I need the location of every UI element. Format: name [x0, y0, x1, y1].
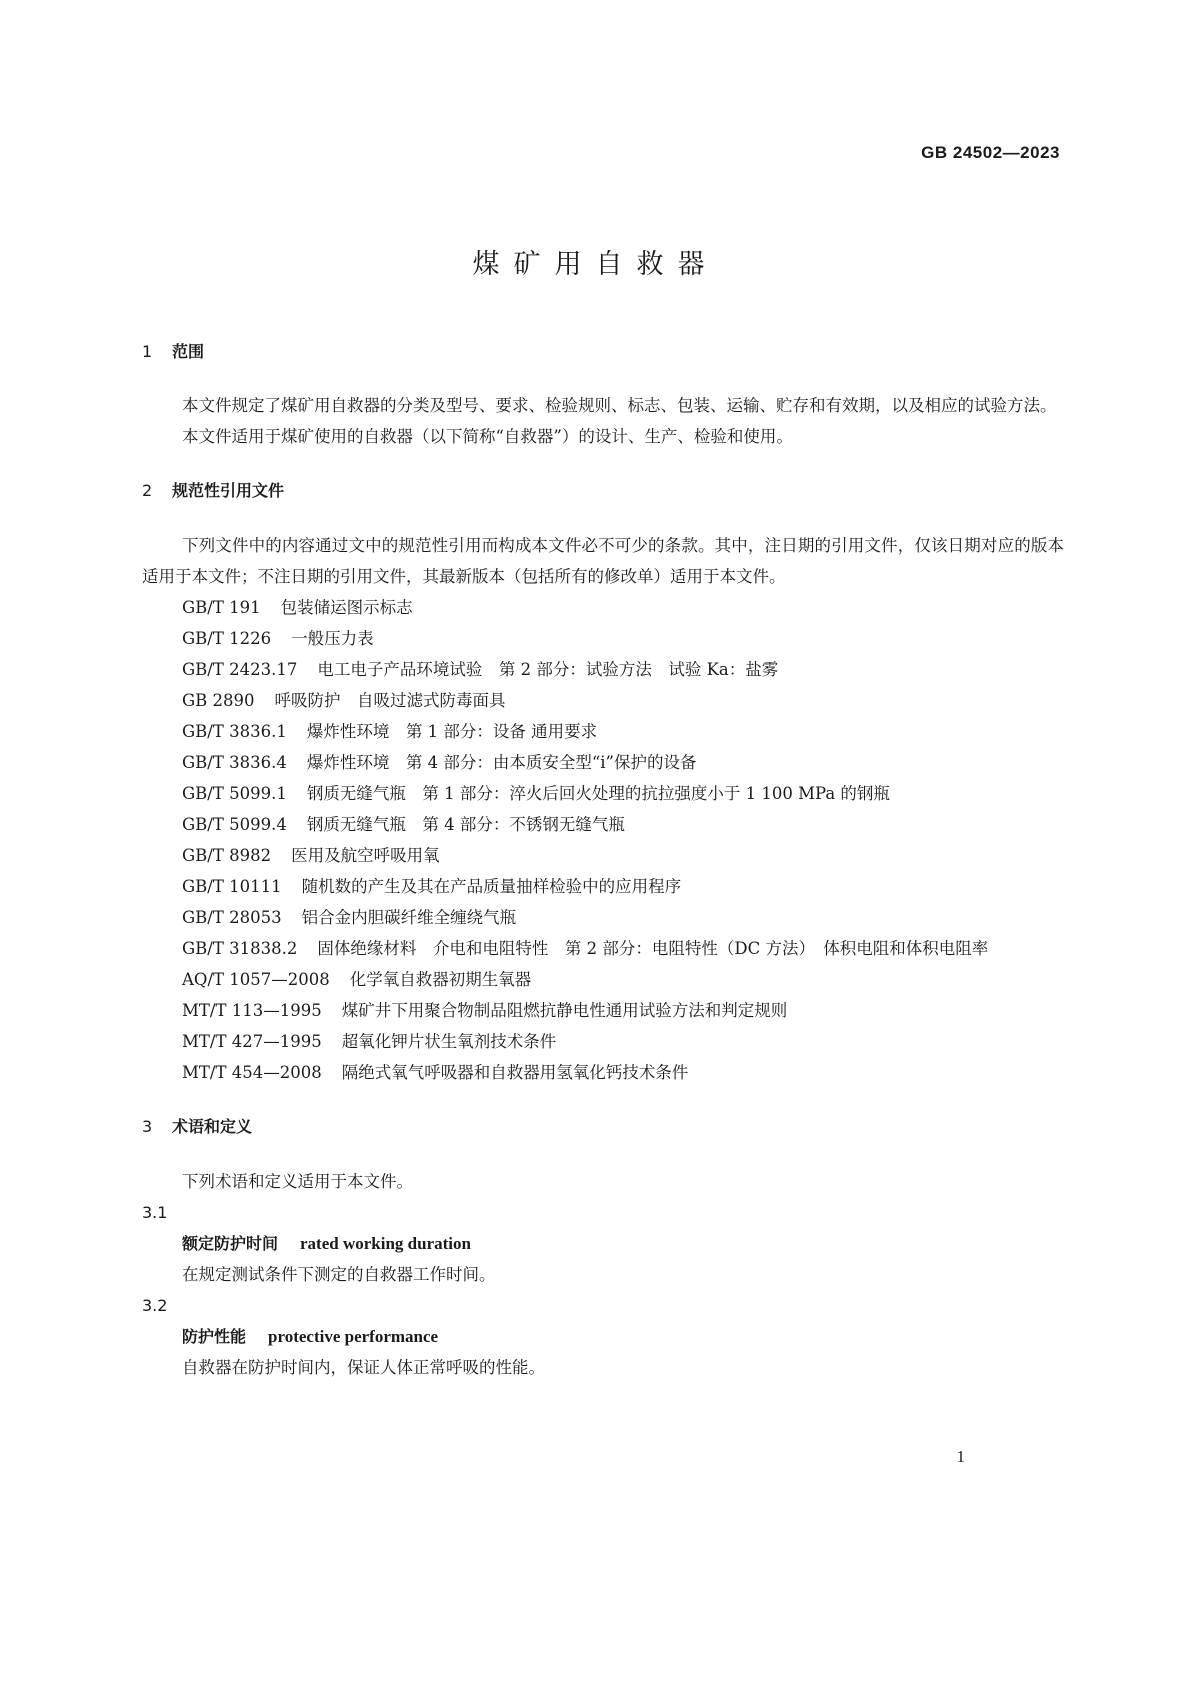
scope-paragraph: 本文件规定了煤矿用自救器的分类及型号、要求、检验规则、标志、包装、运输、贮存和有效期，以及相应的试验方法。 [182, 396, 1057, 415]
term-definition: 自救器在防护时间内，保证人体正常呼吸的性能。 [182, 1358, 545, 1377]
reference-code: GB/T 8982 [182, 846, 272, 865]
scope-paragraph: 本文件适用于煤矿使用的自救器（以下简称“自救器”）的设计、生产、检验和使用。 [182, 427, 793, 446]
section-title: 术语和定义 [172, 1117, 253, 1136]
term-name-en: protective performance [268, 1327, 439, 1346]
reference-title: 呼吸防护 自吸过滤式防毒面具 [274, 691, 506, 710]
reference-title: 爆炸性环境 第 4 部分：由本质安全型“i”保护的设备 [306, 753, 697, 772]
reference-code: GB/T 5099.4 [182, 815, 287, 834]
reference-item [142, 716, 1064, 747]
reference-code: AQ/T 1057—2008 [182, 970, 330, 989]
term-name [142, 1321, 1064, 1352]
reference-item [142, 1057, 1064, 1088]
section-title: 规范性引用文件 [172, 481, 285, 500]
reference-item [142, 778, 1064, 809]
reference-item [142, 871, 1064, 902]
reference-title: 固体绝缘材料 介电和电阻特性 第 2 部分：电阻特性（DC 方法） 体积电阻和体积电阻率 [317, 939, 989, 958]
reference-title: 电工电子产品环境试验 第 2 部分：试验方法 试验 Ka：盐雾 [317, 660, 779, 679]
reference-code: GB 2890 [182, 691, 255, 710]
reference-code: GB/T 31838.2 [182, 939, 298, 958]
reference-item [142, 840, 1064, 871]
term-name-zh: 防护性能 [182, 1327, 247, 1346]
section-title: 范围 [172, 342, 205, 361]
section-heading-terms [142, 1115, 1064, 1139]
reference-title: 钢质无缝气瓶 第 1 部分：淬火后回火处理的抗拉强度小于 1 100 MPa 的钢瓶 [306, 784, 890, 803]
reference-title: 煤矿井下用聚合物制品阻燃抗静电性通用试验方法和判定规则 [341, 1001, 788, 1020]
term-definition: 在规定测试条件下测定的自救器工作时间。 [182, 1265, 496, 1284]
section-heading-scope [142, 340, 1064, 364]
reference-code: GB/T 3836.1 [182, 722, 287, 741]
standard-code: GB 24502—2023 [921, 143, 1060, 162]
reference-title: 爆炸性环境 第 1 部分：设备 通用要求 [306, 722, 598, 741]
reference-code: MT/T 113—1995 [182, 1001, 322, 1020]
reference-code: MT/T 454—2008 [182, 1063, 322, 1082]
term-name-en: rated working duration [300, 1234, 471, 1253]
reference-item [142, 964, 1064, 995]
section-number: 2 [142, 481, 153, 500]
reference-item [142, 685, 1064, 716]
reference-code: GB/T 28053 [182, 908, 282, 927]
reference-title: 超氧化钾片状生氧剂技术条件 [341, 1032, 557, 1051]
term-number: 3.2 [142, 1296, 168, 1315]
reference-title: 一般压力表 [291, 629, 374, 648]
reference-title: 随机数的产生及其在产品质量抽样检验中的应用程序 [301, 877, 682, 896]
page-number: 1 [956, 1447, 965, 1466]
term-number: 3.1 [142, 1203, 168, 1222]
reference-item [142, 654, 1064, 685]
reference-code: MT/T 427—1995 [182, 1032, 322, 1051]
section-number: 3 [142, 1117, 153, 1136]
document-body [142, 340, 1064, 1383]
reference-item [142, 902, 1064, 933]
reference-item [142, 623, 1064, 654]
reference-title: 钢质无缝气瓶 第 4 部分：不锈钢无缝气瓶 [306, 815, 625, 834]
document-title: 煤矿用自救器 [472, 249, 719, 280]
reference-code: GB/T 10111 [182, 877, 282, 896]
reference-item [142, 747, 1064, 778]
section-heading-normative-refs [142, 479, 1064, 503]
reference-list [142, 592, 1064, 1088]
section-number: 1 [142, 342, 153, 361]
reference-code: GB/T 2423.17 [182, 660, 298, 679]
reference-item [142, 809, 1064, 840]
reference-title: 包装储运图示标志 [280, 598, 413, 617]
term-name-zh: 额定防护时间 [182, 1234, 279, 1253]
reference-code: GB/T 1226 [182, 629, 272, 648]
reference-item [142, 933, 1064, 964]
reference-code: GB/T 191 [182, 598, 261, 617]
term-name [142, 1228, 1064, 1259]
term-list [142, 1197, 1064, 1383]
reference-item [142, 1026, 1064, 1057]
reference-code: GB/T 3836.4 [182, 753, 287, 772]
reference-code: GB/T 5099.1 [182, 784, 287, 803]
normative-refs-intro: 下列文件中的内容通过文中的规范性引用而构成本文件必不可少的条款。其中，注日期的引用文件，仅该日期对应的版本适用于本文件；不注日期的引用文件，其最新版本（包括所有的修改单）适用于本文件。 [142, 536, 1064, 586]
reference-title: 医用及航空呼吸用氧 [291, 846, 440, 865]
reference-title: 隔绝式氧气呼吸器和自救器用氢氧化钙技术条件 [341, 1063, 689, 1082]
terms-intro: 下列术语和定义适用于本文件。 [182, 1172, 413, 1191]
reference-title: 化学氧自救器初期生氧器 [349, 970, 532, 989]
reference-title: 铝合金内胆碳纤维全缠绕气瓶 [301, 908, 517, 927]
reference-item [142, 995, 1064, 1026]
reference-item [142, 592, 1064, 623]
